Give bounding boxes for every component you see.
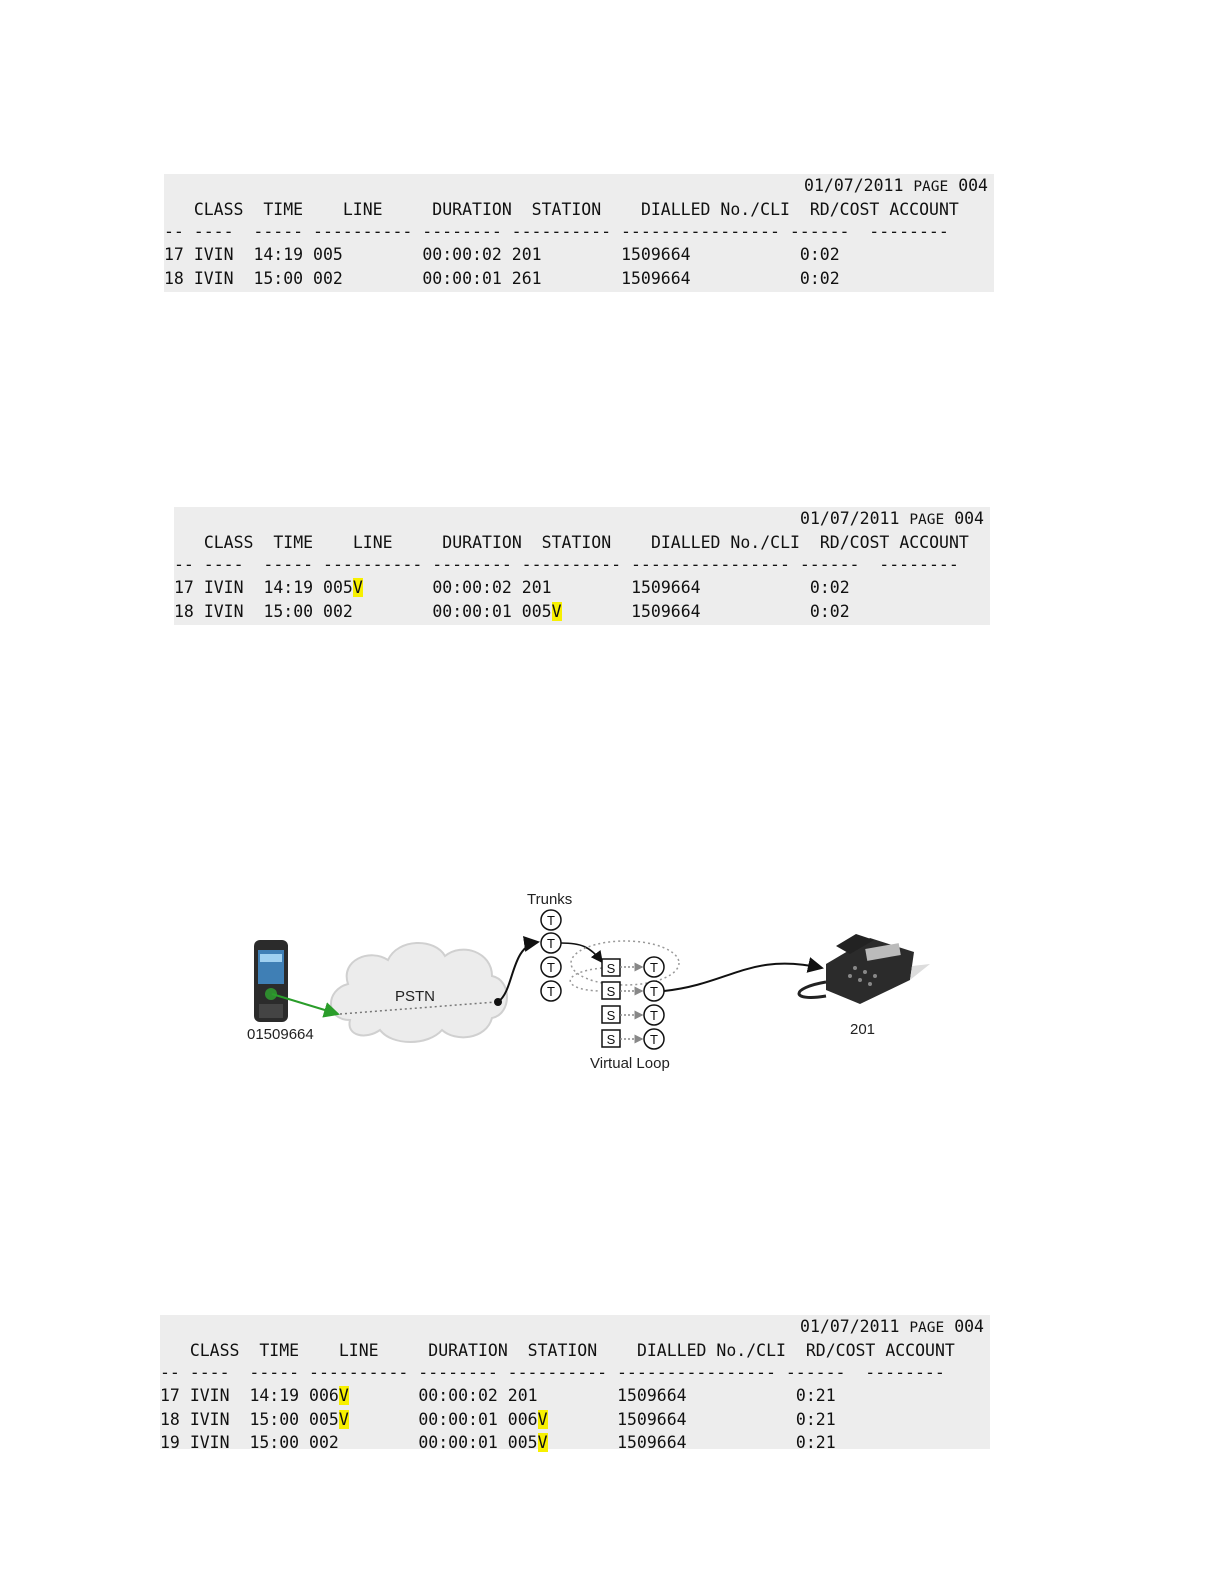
table-row bbox=[160, 1431, 990, 1455]
column-headers bbox=[160, 1339, 990, 1363]
header-rdcost: RD/COST bbox=[805, 1340, 876, 1360]
row-duration: 00:00:02 bbox=[418, 1386, 498, 1405]
row-class: IVIN bbox=[193, 268, 234, 288]
row-time: 14:19 bbox=[253, 245, 304, 264]
svg-text:S: S bbox=[606, 1008, 616, 1023]
row-number: 17 bbox=[174, 578, 194, 597]
row-rdcost: 0:02 bbox=[799, 245, 840, 264]
header-account: ACCOUNT bbox=[889, 199, 959, 219]
table-row bbox=[164, 267, 994, 291]
report-date-header bbox=[164, 174, 994, 198]
row-number: 17 bbox=[160, 1386, 180, 1405]
row-station: 006 bbox=[507, 1409, 538, 1429]
table-row bbox=[174, 576, 990, 600]
row-station: 201 bbox=[511, 245, 542, 264]
row-rdcost: 0:02 bbox=[809, 601, 850, 621]
caller-number: 01509664 bbox=[247, 1026, 314, 1043]
row-station: 201 bbox=[507, 1386, 538, 1405]
header-duration: DURATION bbox=[442, 532, 522, 552]
header-rdcost: RD/COST bbox=[819, 532, 890, 552]
trunk-group bbox=[541, 910, 561, 1001]
row-line: 005 bbox=[323, 578, 353, 597]
row-class: IVIN bbox=[189, 1433, 230, 1452]
row-time: 15:00 bbox=[249, 1409, 300, 1429]
row-class: IVIN bbox=[203, 601, 244, 621]
table-row bbox=[160, 1408, 990, 1432]
mobile-phone-icon bbox=[254, 940, 288, 1022]
header-time: TIME bbox=[259, 1340, 300, 1360]
call-report-1 bbox=[164, 174, 994, 292]
svg-text:T: T bbox=[547, 913, 555, 928]
header-class: CLASS bbox=[203, 532, 254, 552]
header-duration: DURATION bbox=[428, 1340, 508, 1360]
row-duration: 00:00:01 bbox=[418, 1433, 498, 1452]
call-report-2 bbox=[174, 507, 990, 625]
header-class: CLASS bbox=[189, 1340, 240, 1360]
table-row bbox=[164, 243, 994, 267]
header-line: LINE bbox=[342, 199, 383, 219]
row-station: 201 bbox=[521, 578, 552, 597]
virtual-marker: V bbox=[551, 601, 562, 621]
header-dialled: DIALLED No./CLI bbox=[636, 1340, 786, 1360]
row-duration: 00:00:02 bbox=[422, 245, 502, 264]
row-duration: 00:00:01 bbox=[422, 268, 502, 288]
row-rdcost: 0:21 bbox=[795, 1409, 836, 1429]
header-dialled: DIALLED No./CLI bbox=[640, 199, 790, 219]
svg-text:T: T bbox=[650, 984, 658, 999]
row-dialled: 1509664 bbox=[631, 578, 701, 597]
report-date: 01/07/2011 bbox=[800, 509, 900, 528]
row-number: 17 bbox=[164, 245, 184, 264]
row-time: 14:19 bbox=[249, 1386, 300, 1405]
row-dialled: 1509664 bbox=[621, 268, 691, 288]
row-number: 19 bbox=[160, 1433, 180, 1452]
svg-text:S: S bbox=[606, 1032, 616, 1047]
report-date-header bbox=[160, 1315, 990, 1339]
page-number: 004 bbox=[954, 509, 984, 528]
row-dialled: 1509664 bbox=[631, 601, 701, 621]
row-class: IVIN bbox=[193, 245, 234, 264]
header-time: TIME bbox=[263, 199, 304, 219]
row-line: 005 bbox=[309, 1409, 339, 1429]
header-rdcost: RD/COST bbox=[809, 199, 880, 219]
header-line: LINE bbox=[338, 1340, 379, 1360]
row-time: 15:00 bbox=[253, 268, 304, 288]
column-headers bbox=[164, 198, 994, 222]
call-report-3 bbox=[160, 1315, 990, 1452]
row-number: 18 bbox=[164, 268, 184, 288]
column-divider: -- ---- ----- ---------- -------- ---------- ---------------- ------ -------- bbox=[164, 222, 949, 241]
row-duration: 00:00:02 bbox=[432, 578, 512, 597]
row-duration: 00:00:01 bbox=[432, 601, 512, 621]
row-line: 002 bbox=[313, 268, 343, 288]
row-time: 15:00 bbox=[263, 601, 314, 621]
virtual-marker: V bbox=[537, 1433, 548, 1452]
page-label: PAGE bbox=[913, 179, 949, 195]
column-headers bbox=[174, 531, 990, 555]
virtual-loop-stations bbox=[602, 957, 664, 1049]
row-dialled: 1509664 bbox=[621, 245, 691, 264]
page-label: PAGE bbox=[909, 512, 945, 528]
pstn-label: PSTN bbox=[395, 988, 436, 1005]
trunks-label: Trunks bbox=[527, 891, 573, 908]
header-class: CLASS bbox=[193, 199, 244, 219]
row-station: 005 bbox=[507, 1433, 538, 1452]
loop-to-extension-path bbox=[664, 964, 822, 991]
table-row bbox=[174, 600, 990, 624]
header-station: STATION bbox=[527, 1340, 598, 1360]
header-time: TIME bbox=[273, 532, 314, 552]
svg-text:S: S bbox=[606, 961, 616, 976]
row-number: 18 bbox=[160, 1409, 180, 1429]
header-account: ACCOUNT bbox=[899, 532, 969, 552]
row-duration: 00:00:01 bbox=[418, 1409, 498, 1429]
svg-text:T: T bbox=[650, 960, 658, 975]
header-station: STATION bbox=[531, 199, 602, 219]
row-rdcost: 0:02 bbox=[809, 578, 850, 597]
trunk-to-station-path bbox=[561, 943, 602, 962]
svg-text:T: T bbox=[650, 1032, 658, 1047]
row-line: 006 bbox=[309, 1386, 339, 1405]
report-date-header bbox=[174, 507, 990, 531]
virtual-loop-diagram bbox=[230, 880, 950, 1080]
virtual-marker: V bbox=[352, 578, 363, 597]
svg-text:T: T bbox=[547, 960, 555, 975]
virtual-marker: V bbox=[338, 1409, 349, 1429]
header-dialled: DIALLED No./CLI bbox=[650, 532, 800, 552]
header-duration: DURATION bbox=[432, 199, 512, 219]
row-rdcost: 0:21 bbox=[795, 1386, 836, 1405]
svg-text:T: T bbox=[547, 984, 555, 999]
desk-phone-icon bbox=[799, 934, 930, 1004]
virtual-loop-label: Virtual Loop bbox=[590, 1055, 670, 1072]
row-dialled: 1509664 bbox=[617, 1409, 687, 1429]
page-number: 004 bbox=[954, 1317, 984, 1336]
row-number: 18 bbox=[174, 601, 194, 621]
row-line: 002 bbox=[309, 1433, 339, 1452]
svg-text:S: S bbox=[606, 984, 616, 999]
row-time: 14:19 bbox=[263, 578, 314, 597]
row-dialled: 1509664 bbox=[617, 1386, 687, 1405]
row-line: 002 bbox=[323, 601, 353, 621]
header-line: LINE bbox=[352, 532, 393, 552]
row-time: 15:00 bbox=[249, 1433, 300, 1452]
svg-text:T: T bbox=[547, 936, 555, 951]
report-date: 01/07/2011 bbox=[800, 1317, 900, 1336]
page-label: PAGE bbox=[909, 1320, 945, 1336]
extension-number: 201 bbox=[850, 1021, 876, 1038]
row-rdcost: 0:21 bbox=[795, 1433, 836, 1452]
row-class: IVIN bbox=[203, 578, 244, 597]
column-divider: -- ---- ----- ---------- -------- ---------- ---------------- ------ -------- bbox=[174, 555, 959, 574]
row-dialled: 1509664 bbox=[617, 1433, 687, 1452]
row-station: 261 bbox=[511, 268, 542, 288]
row-rdcost: 0:02 bbox=[799, 268, 840, 288]
report-date: 01/07/2011 bbox=[804, 176, 904, 195]
virtual-marker: V bbox=[338, 1386, 349, 1405]
header-account: ACCOUNT bbox=[885, 1340, 955, 1360]
page-number: 004 bbox=[958, 176, 988, 195]
virtual-marker: V bbox=[537, 1409, 548, 1429]
table-row bbox=[160, 1384, 990, 1408]
svg-text:T: T bbox=[650, 1008, 658, 1023]
row-class: IVIN bbox=[189, 1409, 230, 1429]
column-divider: -- ---- ----- ---------- -------- ---------- ---------------- ------ -------- bbox=[160, 1363, 945, 1382]
row-station: 005 bbox=[521, 601, 552, 621]
header-station: STATION bbox=[541, 532, 612, 552]
row-line: 005 bbox=[313, 245, 343, 264]
row-class: IVIN bbox=[189, 1386, 230, 1405]
